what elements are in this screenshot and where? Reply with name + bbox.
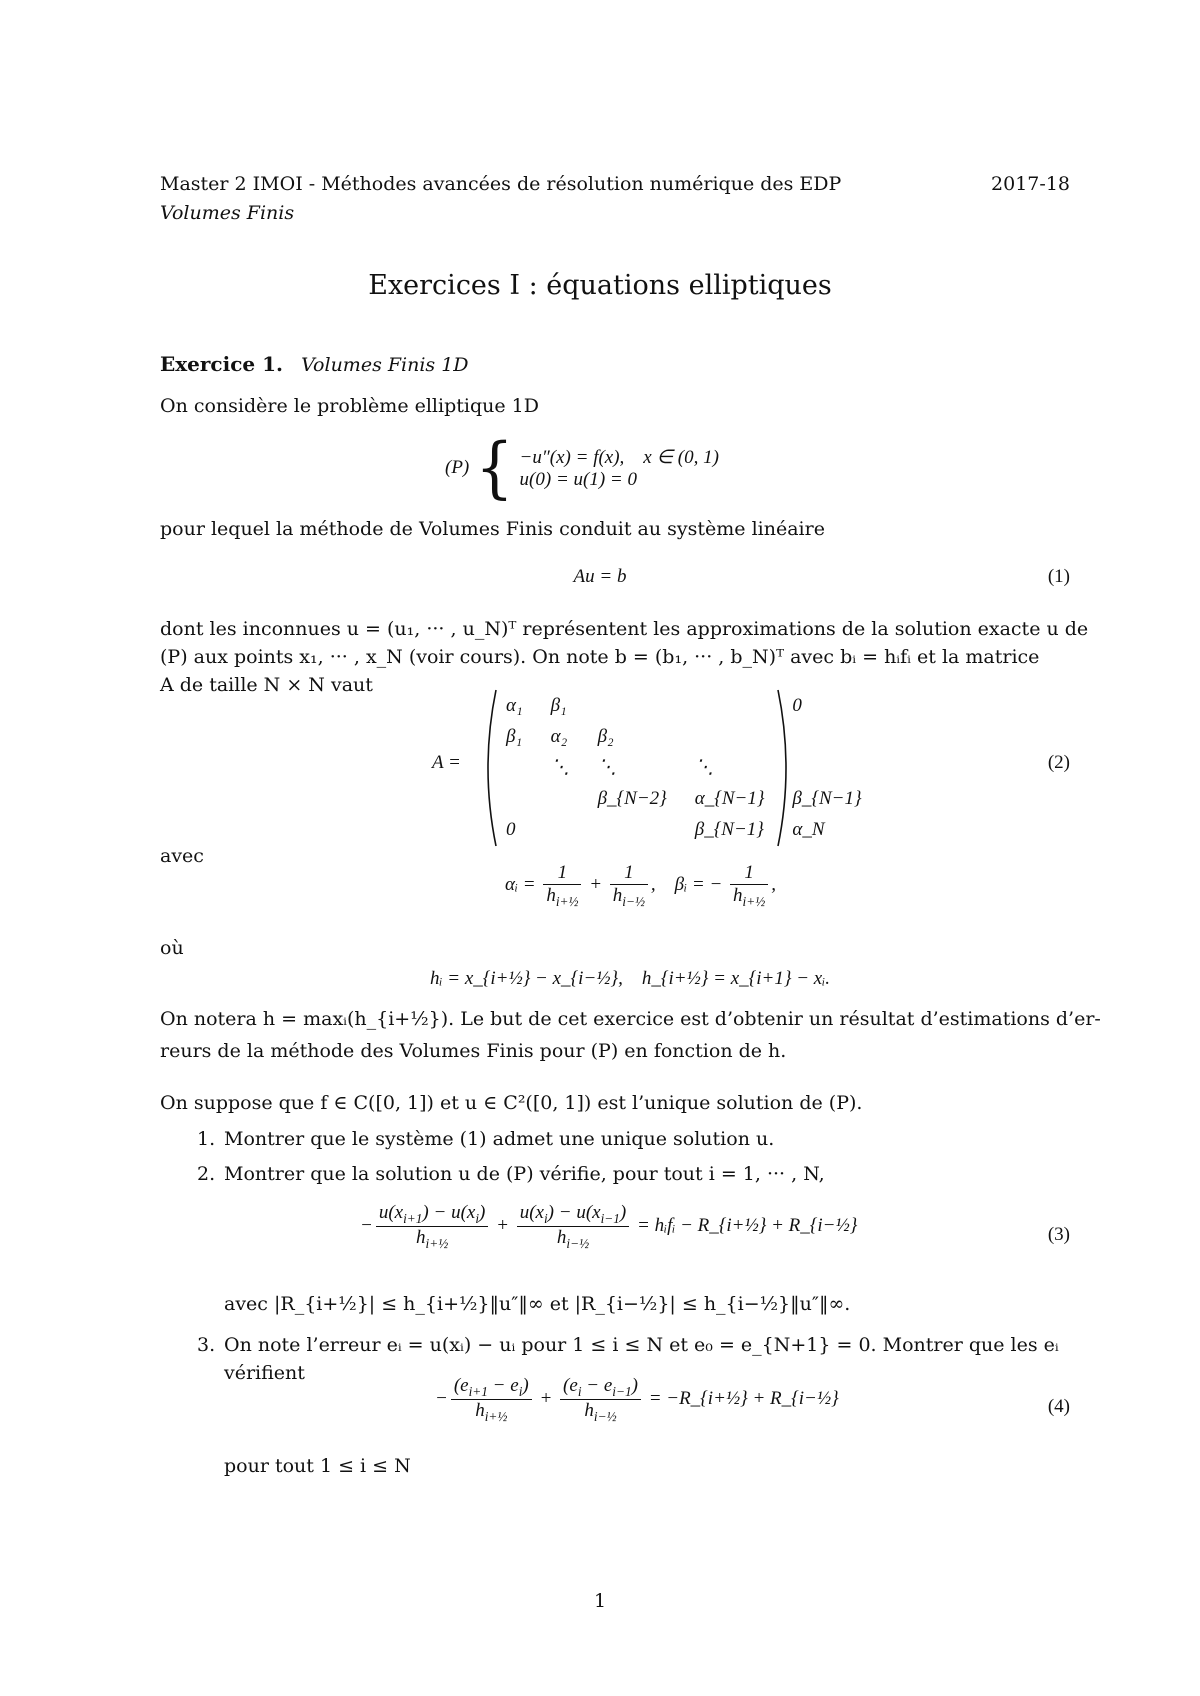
matrix-cell: α₁ (506, 694, 523, 716)
para1-line1: dont les inconnues u = (u₁, ··· , u_N)ᵀ représentent les approximations de la solution exacte u de (160, 618, 1089, 640)
matrix-cell: ⋱ (597, 757, 617, 778)
para1-line3: A de taille N × N vaut (160, 674, 373, 696)
alpha-beta-def: αᵢ = $\frac{1}{h_{i+\frac{1}{2}}}$ + $\frac{1}{h_{i-\frac{1}{2}}}$ , βᵢ = − $\frac{1}{h_{i+\frac{1}{2}}}$ , (505, 862, 776, 909)
item-2-num: 2. (197, 1163, 216, 1185)
item-3-text: On note l’erreur eᵢ = u(xᵢ) − uᵢ pour 1 ≤ i ≤ N et e₀ = e_{N+1} = 0. Montrer que les eᵢ (224, 1334, 1059, 1356)
item-2-text: Montrer que la solution u de (P) vérifie, pour tout i = 1, ··· , N, (224, 1163, 825, 1185)
ou-label: où (160, 937, 184, 959)
problem-system (445, 429, 719, 507)
matrix-row (492, 752, 876, 783)
matrix-lhs: A = (432, 752, 461, 773)
h-definition: hᵢ = x_{i+½} − x_{i−½}, h_{i+½} = x_{i+1} − xᵢ. (430, 968, 830, 989)
page-number: 1 (593, 1590, 607, 1612)
matrix-cell (681, 690, 779, 721)
matrix-cell (537, 783, 584, 814)
matrix-cell: β₁ (506, 725, 523, 747)
equation-3-number: (3) (1047, 1224, 1070, 1245)
matrix-cell (492, 783, 537, 814)
page-title: Exercices I : équations elliptiques (368, 270, 832, 301)
alpha-lhs: αᵢ = (505, 873, 536, 895)
matrix-cell (492, 752, 537, 783)
matrix-cell: β_{N−2} (597, 787, 667, 809)
equation-3-rhs: = hᵢfᵢ − R_{i+½} + R_{i−½} (637, 1214, 858, 1236)
matrix-table (492, 690, 876, 845)
exercise-heading (160, 352, 469, 376)
matrix-cell: α_N (792, 818, 825, 840)
after-problem: pour lequel la méthode de Volumes Finis conduit au système linéaire (160, 518, 825, 540)
closing-line: pour tout 1 ≤ i ≤ N (224, 1455, 411, 1477)
matrix-row (492, 690, 876, 721)
equation-4-number: (4) (1047, 1396, 1070, 1417)
matrix-cell (584, 690, 681, 721)
matrix-cell (584, 814, 681, 845)
matrix-cell: 0 (506, 818, 516, 840)
equation-4-rhs: = −R_{i+½} + R_{i−½} (648, 1387, 839, 1409)
equation-2-number: (2) (1047, 752, 1070, 773)
problem-line-1: −u″(x) = f(x), x ∈ (0, 1) (519, 446, 719, 468)
matrix-row (492, 814, 876, 845)
matrix-cell: ⋱ (550, 757, 570, 778)
matrix-cell: ⋱ (694, 757, 714, 778)
beta-lhs: βᵢ = − (674, 873, 723, 895)
matrix-cell: α_{N−1} (694, 787, 765, 809)
header-course: Master 2 IMOI - Méthodes avancées de résolution numérique des EDP (160, 173, 842, 195)
matrix-cell: β_{N−1} (694, 818, 764, 840)
left-brace: { (475, 429, 514, 507)
avec-label: avec (160, 845, 204, 867)
equation-3-bound: avec |R_{i+½}| ≤ h_{i+½}‖u″‖∞ et |R_{i−½}| ≤ h_{i−½}‖u″‖∞. (224, 1293, 851, 1315)
item-3-line2: vérifient (224, 1362, 305, 1384)
matrix-cell (537, 814, 584, 845)
matrix-cell: β₁ (550, 694, 567, 716)
problem-line-2: u(0) = u(1) = 0 (519, 468, 637, 490)
header-subtitle: Volumes Finis (160, 202, 295, 224)
exercise-intro: On considère le problème elliptique 1D (160, 395, 539, 417)
matrix-cell: β₂ (597, 725, 614, 747)
exercise-label: Exercice 1. (160, 352, 283, 376)
header-year: 2017-18 (991, 173, 1070, 195)
equation-1: Au = b (573, 566, 627, 587)
matrix-cell (681, 721, 779, 752)
matrix-row (492, 721, 876, 752)
item-3-num: 3. (197, 1334, 216, 1356)
matrix-cell: β_{N−1} (792, 787, 862, 809)
item-1-text: Montrer que le système (1) admet une unique solution u. (224, 1128, 775, 1150)
problem-label: (P) (445, 457, 470, 478)
para2-line2: reurs de la méthode des Volumes Finis pour (P) en fonction de h. (160, 1040, 787, 1062)
item-1-num: 1. (197, 1128, 216, 1150)
equation-1-number: (1) (1047, 566, 1070, 587)
matrix-row (492, 783, 876, 814)
para2-line1: On notera h = maxᵢ(h_{i+½}). Le but de cet exercice est d’obtenir un résultat d’estimations d’er- (160, 1008, 1101, 1030)
equation-3: − $\frac{u(x_{i+1}) - u(x_i)}{h_{i+\frac{1}{2}}}$ + $\frac{u(x_i) - u(x_{i-1})}{h_{i-\frac{1}{2}}}$ = hᵢfᵢ − R_{i+½} + R_{i−½} (360, 1202, 858, 1251)
equation-4: − $\frac{(e_{i+1} - e_i)}{h_{i+\frac{1}{2}}}$ + $\frac{(e_i - e_{i-1})}{h_{i-\frac{1}{2}}}$ = −R_{i+½} + R_{i−½} (435, 1375, 839, 1424)
right-paren (774, 688, 796, 848)
matrix-cell: 0 (792, 694, 802, 716)
para3: On suppose que f ∈ C([0, 1]) et u ∈ C²([0, 1]) est l’unique solution de (P). (160, 1092, 863, 1114)
para1-line2: (P) aux points x₁, ··· , x_N (voir cours). On note b = (b₁, ··· , b_N)ᵀ avec bᵢ = hᵢfᵢ et la matrice (160, 646, 1040, 668)
matrix-cell: α₂ (550, 725, 568, 747)
exercise-topic: Volumes Finis 1D (301, 354, 469, 376)
